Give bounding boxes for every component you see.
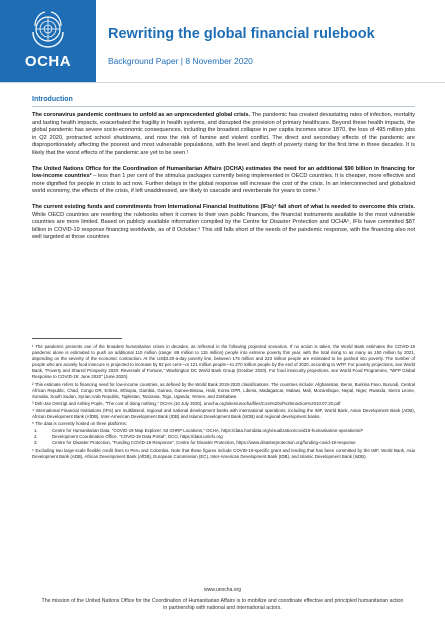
paragraph-2-lead: The United Nations Office for the Coordination of Humanitarian Affairs (OCHA) estimates the need for an additional $90 billion in financing for low-income countries² <box>32 165 415 180</box>
footnote-5-intro: ⁵ The data is currently hosted on three platforms: <box>32 421 127 427</box>
footnote-divider <box>32 338 122 339</box>
footnote-2: ² This estimate refers to financing need for low-income countries, as defined by the World Bank 2019-2020 classifications. The countries include: Afghanistan, Benin, Burkina Faso, Burundi, Central African Republic, Chad, Congo DR, Eritrea, Ethiopia, Gambia, Guinea, Guinea-Bissau, Haiti, Korea DPR, Liberia, Madagascar, Malawi, Mali, Mozambique, Nepal, Niger, Rwanda, Sierra Leone, Somalia, South Sudan, Syrian Arab Republic, Tajikistan, Tanzania, Togo, Uganda, Yemen, and Zimbabwe. <box>32 381 415 399</box>
list-item-text: Development Coordination Office, "COVID-19 Data Portal", DCO, https://data.uninfo.org <box>52 434 223 440</box>
document-subtitle: Background Paper | 8 November 2020 <box>108 56 253 66</box>
footnote-5-list <box>32 428 415 446</box>
footnote-3: ³ Dirk-Jan Omtzigt and Ashley Pople, "The cost of doing nothing," OCHA (10 July 2020), unocha.org/sites/unocha/files/Cost%20of%20inaction%2010.07.20.pdf <box>32 400 341 406</box>
paragraph-2-body: – less than 1 per cent of the stimulus packages currently being implemented in OECD countries. It is cheaper, more effective and more dignified for people in crisis to act now. Further delays in the global response will increase the cost of the crisis. In an interconnected and globalized world economy, the effects of the crisis, if left unaddressed, are likely to cascade and reverberate for years to come.³ <box>32 173 415 195</box>
paragraph-1-lead: The coronavirus pandemic continues to unfold as an unprecedented global crisis. <box>32 112 251 118</box>
paragraph-3-body: While OECD countries are rewriting the rulebooks when it comes to their own public finances, the financial instruments available to the most vulnerable countries are more limited. Based on publicly available information compiled by the Centre for Disaster Protection and OCHA⁵, IFIs have committed $87 billion in COVID-19 response financing worldwide, as of 8 October.⁶ This still falls short of the needs of the pandemic response, with the financing also not well targeted at those countries <box>32 211 415 241</box>
paragraph-3-lead: The current existing funds and commitments from International Financial Institutions (IFIs)⁴ fall short of what is needed to overcome this crisis. <box>32 203 415 210</box>
ocha-logo <box>0 0 96 82</box>
paragraph-1 <box>32 112 415 158</box>
footer-mission-statement: The mission of the United Nations Office for the Coordination of Humanitarian Affairs is to mobilize and coordinate effective and principled humanitarian action in partnership with national and international actors. <box>41 598 404 611</box>
paragraph-1-body: The pandemic has created devastating rates of infection, mortality and lasting health impacts, exacerbated the fragility in health systems, and disrupted the provision of primary healthcare. Beyond these health impacts, the global pandemic has severe socio-economic consequences, including the broadest collapse in per capita incomes since 1870, the loss of 495 million jobs in Q2 2020, protracted school shutdowns, and now the risk of famine and violent conflict. The direct and secondary effects of the pandemic are disproportionately affecting the poorest and most vulnerable populations, with the level and depth of poverty rising for the first time in three decades. It is likely that the worst effects of the pandemic are yet to be seen.¹ <box>32 112 415 156</box>
list-item-number: 1. <box>34 428 38 434</box>
footer-website-link[interactable]: www.unocha.org <box>204 587 241 593</box>
paragraph-2 <box>32 166 415 196</box>
un-emblem-icon <box>27 8 69 50</box>
section-title: Introduction <box>32 96 415 107</box>
list-item-text: Centre for Disaster Protection, "Funding COVID-19 Response", Centre for Disaster Protection, https://www.disasterprotection.org/funding-covid-19-response <box>52 440 356 446</box>
footnote-4: ⁴ International Financial Institutions (IFIs) are multilateral, regional and national development banks with international operations, including the IMF, World Bank, Asian Development Bank (ADB), African Development Bank (AfDB), Inter-American Development Bank (IDB) and Islamic Development Bank (IsDB) and regional development banks. <box>32 407 415 420</box>
logo-text: OCHA <box>24 53 72 70</box>
header-divider <box>0 82 445 83</box>
list-item-number: 2. <box>34 434 38 440</box>
page-header <box>0 0 445 82</box>
list-item[interactable] <box>32 440 415 446</box>
main-content <box>32 96 415 250</box>
footnote-1: ¹ The pandemic presents one of the broadest humanitarian crises in decades, as reflected in the following projected scenarios. If no action is taken, the World Bank estimates the COVID-19 pandemic alone is estimated to push an additional 110 million (range: 88 million to 115 million) people into extreme poverty this year, with the total rising to as many as 150 million by 2021, depending on the severity of the economic contraction. At the US$3.20-a-day poverty line, between 175 million and 223 million people are estimated to be pushed into poverty. The number of people who are acutely food insecure is projected to increase by 82 per cent—or 121 million people—to 270 million people by the end of 2020, according to WFP. For poverty projections, see World Bank, "Poverty and Shared Prosperity 2020: Reversals of Fortune," Washington DC World Bank Group (October 2020). For food insecurity projections, see World Food Programme, "WFP Global Response to COVID-19: June 2020" (June 2020). <box>32 344 415 380</box>
list-item-number: 3. <box>34 440 38 446</box>
footnotes <box>32 344 415 461</box>
list-item-text: Centre for Humanitarian Data, "COVID-19 Map Explorer: 63 GHRP Locations," OCHA, https://data.humdata.org/visualization/covid19-humanitarian-operations/# <box>52 428 363 434</box>
paragraph-3 <box>32 204 415 242</box>
document-title: Rewriting the global financial rulebook <box>108 26 375 42</box>
footnote-6: ⁶ Excluding two large-scale flexible credit lines to Peru and Colombia. Note that these figures include COVID-19-specific grant and lending that has been committed by the IMF, World Bank, Asia Development Bank (ADB), African Development Bank (AfDB), European Commission (EC), Inter-American Development Bank (IDB), and Islamic Development Bank (IsDB). <box>32 447 415 459</box>
